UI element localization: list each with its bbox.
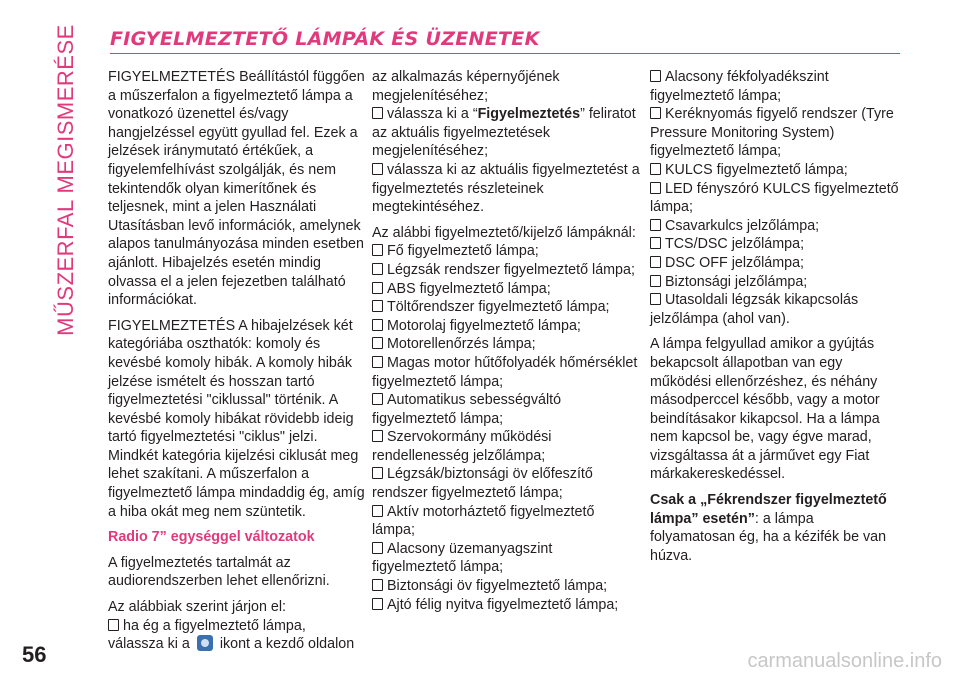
step-item-1 bbox=[108, 617, 370, 636]
lamp-list-item bbox=[372, 391, 640, 428]
lamp-list-item-text: LED fényszóró KULCS figyelmeztető lámpa; bbox=[650, 180, 899, 216]
lamp-list-item bbox=[372, 298, 640, 317]
lamp-list-item-text: Fő figyelmeztető lámpa; bbox=[387, 243, 539, 260]
checkbox-bullet-icon bbox=[372, 319, 383, 331]
checkbox-bullet-icon bbox=[650, 219, 661, 231]
lamp-list-item-text: Ajtó félig nyitva figyelmeztető lámpa; bbox=[387, 596, 619, 613]
lamp-list-item-text: Csavarkulcs jelzőlámpa; bbox=[665, 217, 820, 234]
checkbox-bullet-icon bbox=[650, 163, 661, 175]
step-item-2-text-a: válassza ki a “ bbox=[387, 106, 478, 123]
brake-note-text: : a lámpa folyamatosan ég, ha a kézifék be van húzva. bbox=[650, 510, 887, 564]
lamp-list-item bbox=[650, 254, 900, 273]
lamps-intro: Az alábbi figyelmeztető/kijelző lámpáknál: bbox=[372, 224, 636, 241]
step-item-2-text-b: ” feliratot az aktuális figyelmeztetések megjelenítéséhez; bbox=[372, 106, 636, 160]
lamp-list-item bbox=[650, 105, 900, 161]
lamp-list-item-text: Alacsony fékfolyadékszint figyelmeztető lámpa; bbox=[650, 69, 829, 104]
lamp-list-item-text: Biztonsági jelzőlámpa; bbox=[665, 273, 808, 290]
brake-note-paragraph bbox=[650, 491, 900, 565]
lamp-list-item bbox=[372, 540, 640, 577]
lamp-list-item-text: Motorolaj figyelmeztető lámpa; bbox=[387, 317, 581, 334]
lamp-list-item bbox=[650, 180, 900, 217]
lamp-list-item bbox=[372, 428, 640, 465]
step-item-1-cont-a: válassza ki a bbox=[108, 636, 190, 653]
checkbox-bullet-icon bbox=[650, 182, 661, 194]
checkbox-bullet-icon bbox=[372, 598, 383, 610]
lamp-list-item-text: Motorellenőrzés lámpa; bbox=[387, 336, 536, 353]
step-item-3 bbox=[372, 161, 640, 217]
lamp-list-item bbox=[372, 577, 640, 596]
lamp-list-item-text: Alacsony üzemanyagszint figyelmeztető lámpa; bbox=[372, 540, 553, 576]
step-item-1-end: az alkalmazás képernyőjének megjelenítéséhez; bbox=[372, 69, 560, 104]
lamp-list-item bbox=[372, 465, 640, 502]
brake-note-bold: Csak a „Fékrendszer figyelmeztető lámpa” esetén” bbox=[650, 492, 887, 527]
lamp-list-item-text: Légzsák/biztonsági öv előfeszítő rendszer figyelmeztető lámpa; bbox=[372, 466, 593, 502]
checkbox-bullet-icon bbox=[372, 300, 383, 312]
step-item-1-continued bbox=[108, 635, 370, 654]
lamp-list-item bbox=[372, 503, 640, 540]
step-item-2-bold: Figyelmeztetés bbox=[477, 106, 581, 123]
lamp-list-item-text: Utasoldali légzsák kikapcsolás jelzőlámpa (ahol van). bbox=[650, 292, 859, 327]
lamp-list-item bbox=[372, 317, 640, 336]
checkbox-bullet-icon bbox=[372, 244, 383, 256]
lamp-list-2 bbox=[650, 68, 900, 328]
checkbox-bullet-icon bbox=[650, 293, 661, 305]
checkbox-bullet-icon bbox=[372, 579, 383, 591]
lamp-list-item bbox=[372, 242, 640, 261]
checkbox-bullet-icon bbox=[108, 619, 119, 631]
checkbox-bullet-icon bbox=[372, 107, 383, 119]
lamp-list-item-text: ABS figyelmeztető lámpa; bbox=[387, 280, 551, 297]
lamp-list-item bbox=[650, 217, 900, 236]
warning-paragraph-1: FIGYELMEZTETÉS Beállítástól függően a műszerfalon a figyelmeztető lámpa a vonatkozó üzenettel és/vagy hangjelzéssel együtt gyullad fel. Ezek a jelzések iránymutató értékűek, a figyelemfelhívást szolgálják, és nem tekintendők olyan kimerítőnek és teljesnek, mint a jelen Használati Utasításban levő információk, amelynek alapos tanulmányozása minden esetben ajánlott. Hibajelzés esetén mindig olvassa el a jelen fejezetben található információkat. bbox=[108, 69, 365, 309]
column-3 bbox=[650, 68, 900, 572]
page-number: 56 bbox=[22, 642, 47, 667]
lamp-behavior-paragraph: A lámpa felgyullad amikor a gyújtás bekapcsolt állapotban van egy működési ellenőrzéshez, és néhány másodperccel később, vagy a motor beindításakor kikapcsol. Ha a lámpa nem kapcsol be, vagy égve marad, vizsgáltassa át a járművet egy Fiat márkakereskedéssel. bbox=[650, 336, 880, 483]
checkbox-bullet-icon bbox=[372, 282, 383, 294]
lamp-list-item-text: Magas motor hűtőfolyadék hőmérséklet figyelmeztető lámpa; bbox=[372, 354, 638, 390]
lamp-list-item-text: KULCS figyelmeztető lámpa; bbox=[665, 161, 848, 178]
checkbox-bullet-icon bbox=[372, 163, 383, 175]
lamp-list-1 bbox=[372, 242, 640, 614]
watermark: carmanualsonline.info bbox=[747, 650, 942, 672]
lamp-list-item bbox=[372, 261, 640, 280]
lamp-list-item bbox=[650, 273, 900, 292]
lamp-list-item-text: Biztonsági öv figyelmeztető lámpa; bbox=[387, 578, 608, 595]
lamp-list-item-text: Szervokormány működési rendellenesség jelzőlámpa; bbox=[372, 429, 552, 464]
checkbox-bullet-icon bbox=[372, 430, 383, 442]
checkbox-bullet-icon bbox=[650, 256, 661, 268]
lamp-list-item-text: Aktív motorháztető figyelmeztető lámpa; bbox=[372, 503, 595, 539]
lamp-list-item bbox=[650, 161, 900, 180]
lamp-list-item bbox=[372, 596, 640, 615]
warning-paragraph-2: FIGYELMEZTETÉS A hibajelzések két kategóriába oszthatók: komoly és kevésbé komoly hibák. A komoly hibák jelzése ismételt és hosszan tartó figyelmeztetési "ciklussal" történik. A kevésbé komoly hibákat rövidebb ideig tartó figyelmeztetési "ciklus" jelzi. Mindkét kategória kijelzési ciklusát meg lehet szakítani. A műszerfalon a figyelmeztető lámpa mindaddig ég, amíg a hiba okát meg nem szüntetik. bbox=[108, 317, 365, 520]
side-section-title bbox=[48, 24, 84, 336]
checkbox-bullet-icon bbox=[372, 505, 383, 517]
lamp-list-item bbox=[650, 68, 900, 105]
column-2 bbox=[372, 68, 640, 614]
checkbox-bullet-icon bbox=[650, 70, 661, 82]
lamp-list-item bbox=[650, 235, 900, 254]
checkbox-bullet-icon bbox=[372, 356, 383, 368]
lamp-list-item-text: Légzsák rendszer figyelmeztető lámpa; bbox=[387, 261, 635, 278]
lamp-list-item bbox=[650, 291, 900, 328]
checkbox-bullet-icon bbox=[650, 107, 661, 119]
checkbox-bullet-icon bbox=[372, 393, 383, 405]
checkbox-bullet-icon bbox=[372, 542, 383, 554]
lamp-list-item-text: Keréknyomás figyelő rendszer (Tyre Pressure Monitoring System) figyelmeztető lámpa; bbox=[650, 106, 894, 160]
paragraph-steps-intro: Az alábbiak szerint járjon el: bbox=[108, 599, 287, 616]
page-heading bbox=[110, 28, 900, 54]
checkbox-bullet-icon bbox=[372, 467, 383, 479]
vehicle-app-icon bbox=[197, 635, 213, 651]
column-1 bbox=[108, 68, 370, 654]
step-item-1-text: ha ég a figyelmeztető lámpa, bbox=[123, 617, 306, 634]
paragraph-audio: A figyelmeztetés tartalmát az audiorendszerben lehet ellenőrizni. bbox=[108, 554, 330, 590]
step-item-1-cont-b: ikont a kezdő oldalon bbox=[219, 636, 355, 653]
checkbox-bullet-icon bbox=[650, 275, 661, 287]
step-item-3-text: válassza ki az aktuális figyelmeztetést a figyelmeztetés részleteinek megtekintéséhez. bbox=[372, 161, 640, 216]
checkbox-bullet-icon bbox=[650, 237, 661, 249]
lamp-list-item bbox=[372, 335, 640, 354]
lamp-list-item-text: Töltőrendszer figyelmeztető lámpa; bbox=[387, 299, 610, 316]
subheading-radio: Radio 7” egységgel változatok bbox=[108, 529, 315, 546]
lamp-list-item bbox=[372, 280, 640, 299]
lamp-list-item-text: Automatikus sebességváltó figyelmeztető lámpa; bbox=[372, 392, 562, 427]
checkbox-bullet-icon bbox=[372, 337, 383, 349]
lamp-list-item-text: DSC OFF jelzőlámpa; bbox=[665, 254, 805, 271]
side-section-title-text: MŰSZERFAL MEGISMERÉSE bbox=[53, 24, 78, 336]
lamp-list-item bbox=[372, 354, 640, 391]
checkbox-bullet-icon bbox=[372, 263, 383, 275]
page-heading-text: FIGYELMEZTETŐ LÁMPÁK ÉS ÜZENETEK bbox=[110, 28, 540, 50]
step-item-2 bbox=[372, 105, 640, 161]
lamp-list-item-text: TCS/DSC jelzőlámpa; bbox=[665, 236, 805, 253]
